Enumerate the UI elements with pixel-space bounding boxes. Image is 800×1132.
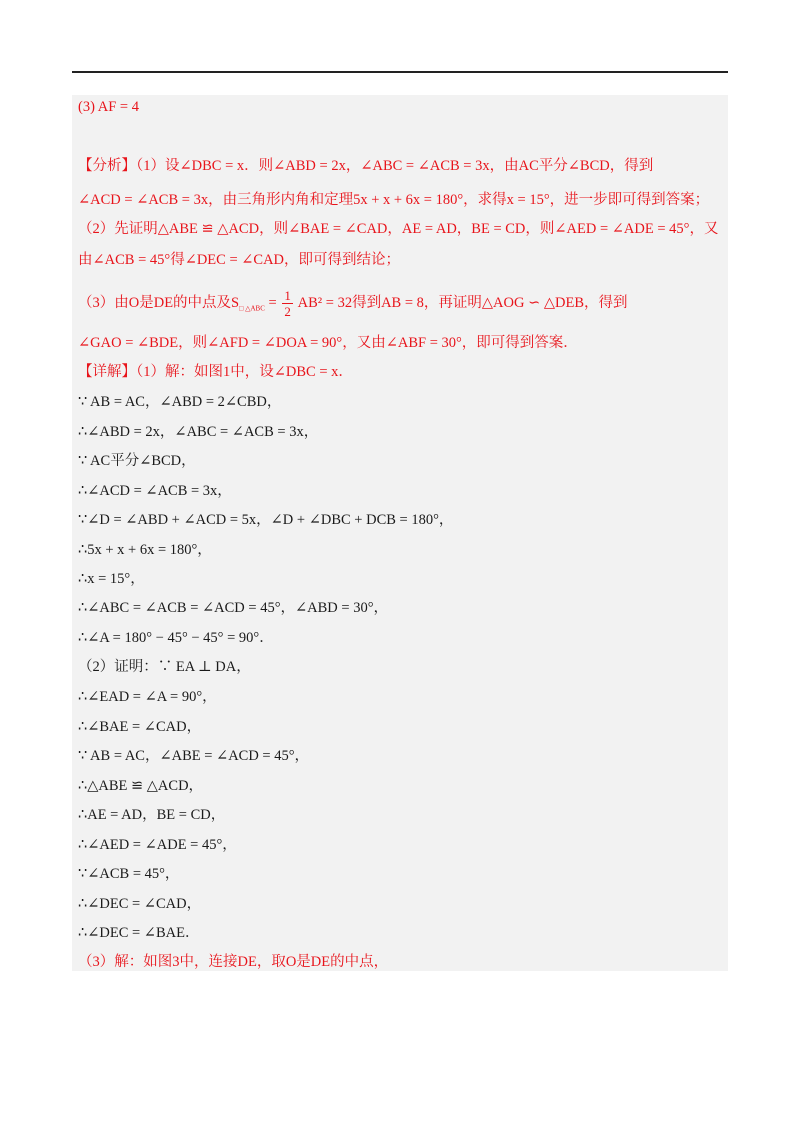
solution-line: （2）证明：∵ EA ⊥ DA， <box>78 659 251 675</box>
area-subscript: □ △ABC <box>239 304 265 313</box>
solution-line: （3）解：如图3中，连接DE，取O是DE的中点， <box>78 954 389 970</box>
solution-line: 【分析】（1）设∠DBC = x．则∠ABD = 2x，∠ABC = ∠ACB = 3x，由AC平分∠BCD，得到 <box>78 158 654 174</box>
solution-line: （2）先证明△ABE ≌ △ACD，则∠BAE = ∠CAD，AE = AD，BE = CD，则∠AED = ∠ADE = 45°，又 <box>78 221 719 237</box>
solution-line: ∴∠DEC = ∠BAE． <box>78 925 200 941</box>
solution-line: ∵ AC平分∠BCD， <box>78 453 196 469</box>
equals-sign: = <box>264 294 281 311</box>
solution-line: 由∠ACB = 45°得∠DEC = ∠CAD，即可得到结论； <box>78 252 401 268</box>
solution-line: ∵ AB = AC，∠ABD = 2∠CBD， <box>78 394 282 410</box>
fraction-denominator: 2 <box>284 304 291 319</box>
solution-line: ∠ACD = ∠ACB = 3x，由三角形内角和定理5x + x + 6x = 180°，求得x = 15°，进一步即可得到答案； <box>78 192 710 208</box>
frac-line-suffix: AB² = 32得到AB = 8，再证明△AOG ∽ △DEB，得到 <box>294 294 628 311</box>
solution-line: ∵ AB = AC，∠ABE = ∠ACD = 45°， <box>78 748 310 764</box>
solution-line: ∴∠AED = ∠ADE = 45°， <box>78 837 237 853</box>
solution-line: ∴△ABE ≌ △ACD， <box>78 778 204 794</box>
solution-line: ∴∠EAD = ∠A = 90°， <box>78 689 217 705</box>
solution-line: ∴∠A = 180° − 45° − 45° = 90°． <box>78 630 274 646</box>
solution-line: ∴∠ABD = 2x，∠ABC = ∠ACB = 3x， <box>78 424 319 440</box>
fraction-numerator: 1 <box>284 288 291 303</box>
solution-line: ∵∠ACB = 45°， <box>78 866 180 882</box>
one-half-fraction <box>282 288 293 319</box>
solution-line: ∴x = 15°， <box>78 571 145 587</box>
solution-line: ∴∠ABC = ∠ACB = ∠ACD = 45°，∠ABD = 30°， <box>78 600 388 616</box>
solution-line: ∴∠DEC = ∠CAD， <box>78 896 202 912</box>
solution-line: 【详解】（1）解：如图1中，设∠DBC = x． <box>78 364 353 380</box>
solution-line: ∴AE = AD，BE = CD， <box>78 807 226 823</box>
solution-content <box>72 95 728 971</box>
solution-line: ∴∠ACD = ∠ACB = 3x， <box>78 483 232 499</box>
frac-line-prefix: （3）由O是DE的中点及S <box>78 294 240 311</box>
solution-line: (3) AF = 4 <box>78 99 139 115</box>
solution-line <box>78 288 724 319</box>
header-rule <box>72 71 728 73</box>
solution-line: ∴∠BAE = ∠CAD， <box>78 719 202 735</box>
solution-line: ∵∠D = ∠ABD + ∠ACD = 5x，∠D + ∠DBC + DCB = 180°， <box>78 512 454 528</box>
solution-line: ∠GAO = ∠BDE，则∠AFD = ∠DOA = 90°，又由∠ABF = 30°，即可得到答案． <box>78 335 578 351</box>
solution-line: ∴5x + x + 6x = 180°， <box>78 542 212 558</box>
